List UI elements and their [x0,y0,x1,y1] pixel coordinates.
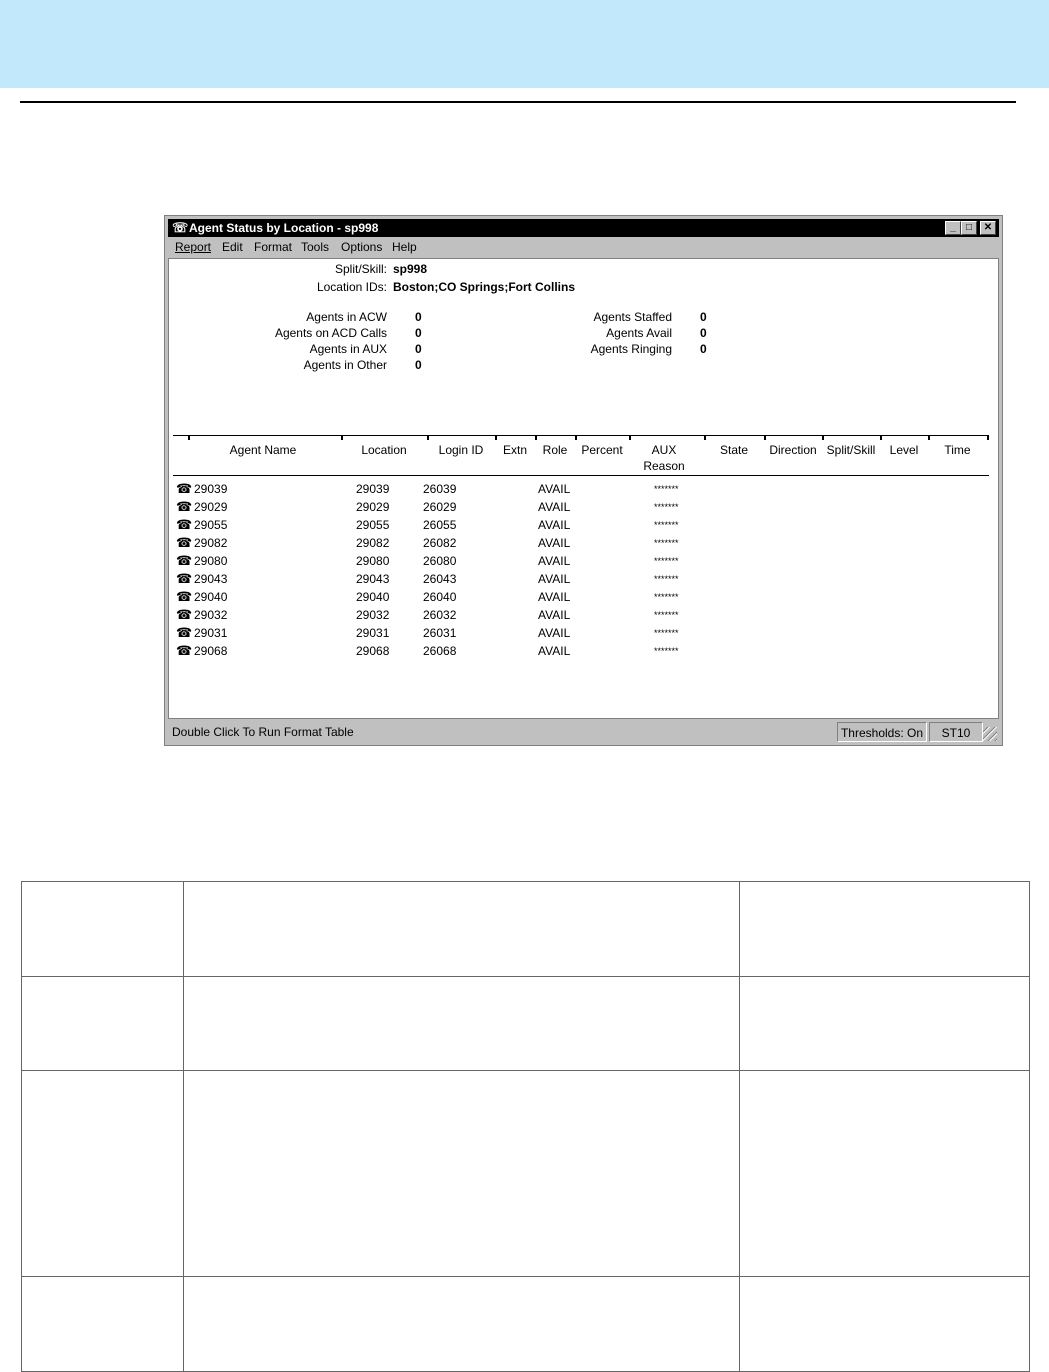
table-cell [184,882,740,977]
menu-edit[interactable] [222,238,243,257]
header-rule [20,101,1016,103]
cell-role: AVAIL [538,644,571,658]
cell-login-id: 26040 [423,590,457,604]
telephone-icon: ☎ [176,535,193,550]
cell-role: AVAIL [538,572,571,586]
window-title: Agent Status by Location - sp998 [189,221,379,235]
cell-agent-name: 29032 [194,608,228,622]
table-cell [22,882,184,977]
table-row[interactable] [169,516,995,534]
stat-label-aux: Agents in AUX [309,342,387,356]
stat-label-staffed: Agents Staffed [593,310,672,324]
table-cell [184,977,740,1071]
telephone-icon: ☎ [176,607,193,622]
col-header-role[interactable]: Role [542,443,568,457]
status-message: Double Click To Run Format Table [172,725,354,739]
cell-role: AVAIL [538,518,571,532]
minimize-button[interactable]: _ [945,221,961,235]
thresholds-indicator: Thresholds: On [837,722,927,742]
col-header-time[interactable]: Time [944,443,971,457]
cell-agent-name: 29039 [194,482,228,496]
status-bar [168,721,999,743]
menu-help-label: Help [392,240,417,254]
menu-tools[interactable] [301,238,329,257]
table-row[interactable] [169,498,995,516]
cell-aux-reason: ******* [654,484,679,494]
grid-header-top [173,435,989,439]
cell-login-id: 26082 [423,536,457,550]
cell-role: AVAIL [538,500,571,514]
stat-value-avail: 0 [700,326,707,340]
stat-value-aux: 0 [415,342,422,356]
menu-format-label: Format [254,240,293,254]
table-cell [22,977,184,1071]
cell-agent-name: 29082 [194,536,228,550]
cell-role: AVAIL [538,590,571,604]
cell-login-id: 26043 [423,572,457,586]
report-window [164,215,1003,746]
stat-label-avail: Agents Avail [606,326,672,340]
col-header-login-id[interactable]: Login ID [438,443,484,457]
col-header-extn[interactable]: Extn [502,443,527,457]
close-button[interactable]: ✕ [980,221,996,235]
report-content [168,258,999,719]
table-cell [184,1071,740,1277]
menu-format[interactable] [254,238,292,257]
cell-login-id: 26068 [423,644,457,658]
cell-role: AVAIL [538,482,571,496]
status-code: ST10 [929,722,983,742]
cell-aux-reason: ******* [654,520,679,530]
page-header-band [0,0,1049,88]
cell-aux-reason: ******* [654,592,679,602]
telephone-icon: ☎ [176,625,193,640]
cell-login-id: 26039 [423,482,457,496]
cell-role: AVAIL [538,626,571,640]
table-row [22,977,1030,1071]
cell-agent-name: 29043 [194,572,228,586]
cell-location: 29031 [356,626,390,640]
cell-location: 29068 [356,644,390,658]
table-cell [740,1071,1030,1277]
col-header-state[interactable]: State [719,443,749,457]
menu-report-label: Report [175,240,212,254]
title-bar[interactable] [168,219,999,237]
table-row[interactable] [169,624,995,642]
table-cell [740,882,1030,977]
menu-help[interactable] [392,238,417,257]
cell-location: 29032 [356,608,390,622]
cell-aux-reason: ******* [654,610,679,620]
table-row [22,882,1030,977]
cell-agent-name: 29040 [194,590,228,604]
cell-login-id: 26055 [423,518,457,532]
stat-label-other: Agents in Other [303,358,387,372]
stat-label-ringing: Agents Ringing [590,342,672,356]
cell-aux-reason: ******* [654,646,679,656]
telephone-icon: ☎ [176,571,193,586]
cell-agent-name: 29055 [194,518,228,532]
menu-options[interactable] [341,238,382,257]
grid-header-rule [173,475,989,476]
table-row[interactable] [169,552,995,570]
cell-aux-reason: ******* [654,628,679,638]
table-row[interactable] [169,480,995,498]
resize-grip-icon[interactable] [983,727,997,741]
cell-agent-name: 29068 [194,644,228,658]
split-skill-label: Split/Skill: [334,262,387,276]
telephone-icon: ☎ [176,481,193,496]
table-row [22,1071,1030,1277]
table-row [22,1277,1030,1372]
stat-value-acw: 0 [415,310,422,324]
split-skill-value: sp998 [393,262,428,276]
menu-tools-label: Tools [301,240,330,254]
cell-aux-reason: ******* [654,502,679,512]
table-row[interactable] [169,570,995,588]
table-row[interactable] [169,588,995,606]
col-header-split-skill[interactable]: Split/Skill [826,443,876,457]
menu-report[interactable] [175,238,211,257]
cell-login-id: 26029 [423,500,457,514]
telephone-icon: ☎ [176,643,193,658]
telephone-icon: ☎ [176,553,193,568]
cell-role: AVAIL [538,608,571,622]
cell-agent-name: 29031 [194,626,228,640]
stat-value-ringing: 0 [700,342,707,356]
cell-role: AVAIL [538,554,571,568]
col-header-percent[interactable]: Percent [581,443,623,457]
cell-location: 29055 [356,518,390,532]
cell-agent-name: 29080 [194,554,228,568]
col-header-level[interactable]: Level [889,443,919,457]
col-header-agent-name[interactable]: Agent Name [229,443,297,457]
cell-aux-reason: ******* [654,574,679,584]
phone-app-icon[interactable]: ☏ [172,220,189,235]
col-header-aux-reason[interactable]: AUX Reason [643,443,685,473]
menu-bar [168,238,999,257]
table-cell [22,1071,184,1277]
telephone-icon: ☎ [176,589,193,604]
description-table [21,881,1030,1372]
menu-edit-label: Edit [222,240,243,254]
telephone-icon: ☎ [176,499,193,514]
stat-value-staffed: 0 [700,310,707,324]
col-header-location[interactable]: Location [361,443,407,457]
cell-location: 29040 [356,590,390,604]
table-row[interactable] [169,534,995,552]
cell-location: 29043 [356,572,390,586]
table-cell [184,1277,740,1372]
cell-aux-reason: ******* [654,538,679,548]
cell-location: 29039 [356,482,390,496]
stat-label-acw: Agents in ACW [306,310,387,324]
telephone-icon: ☎ [176,517,193,532]
table-row[interactable] [169,642,995,660]
stat-value-other: 0 [415,358,422,372]
cell-role: AVAIL [538,536,571,550]
table-cell [740,1277,1030,1372]
table-row[interactable] [169,606,995,624]
stat-label-acd-calls: Agents on ACD Calls [274,326,387,340]
location-ids-value: Boston;CO Springs;Fort Collins [393,280,575,294]
cell-location: 29029 [356,500,390,514]
stat-value-acd-calls: 0 [415,326,422,340]
col-header-direction[interactable]: Direction [769,443,817,457]
cell-login-id: 26080 [423,554,457,568]
cell-location: 29082 [356,536,390,550]
cell-login-id: 26031 [423,626,457,640]
location-ids-label: Location IDs: [316,280,387,294]
table-cell [22,1277,184,1372]
cell-location: 29080 [356,554,390,568]
cell-login-id: 26032 [423,608,457,622]
menu-options-label: Options [341,240,383,254]
maximize-button[interactable]: □ [961,221,977,235]
cell-agent-name: 29029 [194,500,228,514]
table-cell [740,977,1030,1071]
cell-aux-reason: ******* [654,556,679,566]
